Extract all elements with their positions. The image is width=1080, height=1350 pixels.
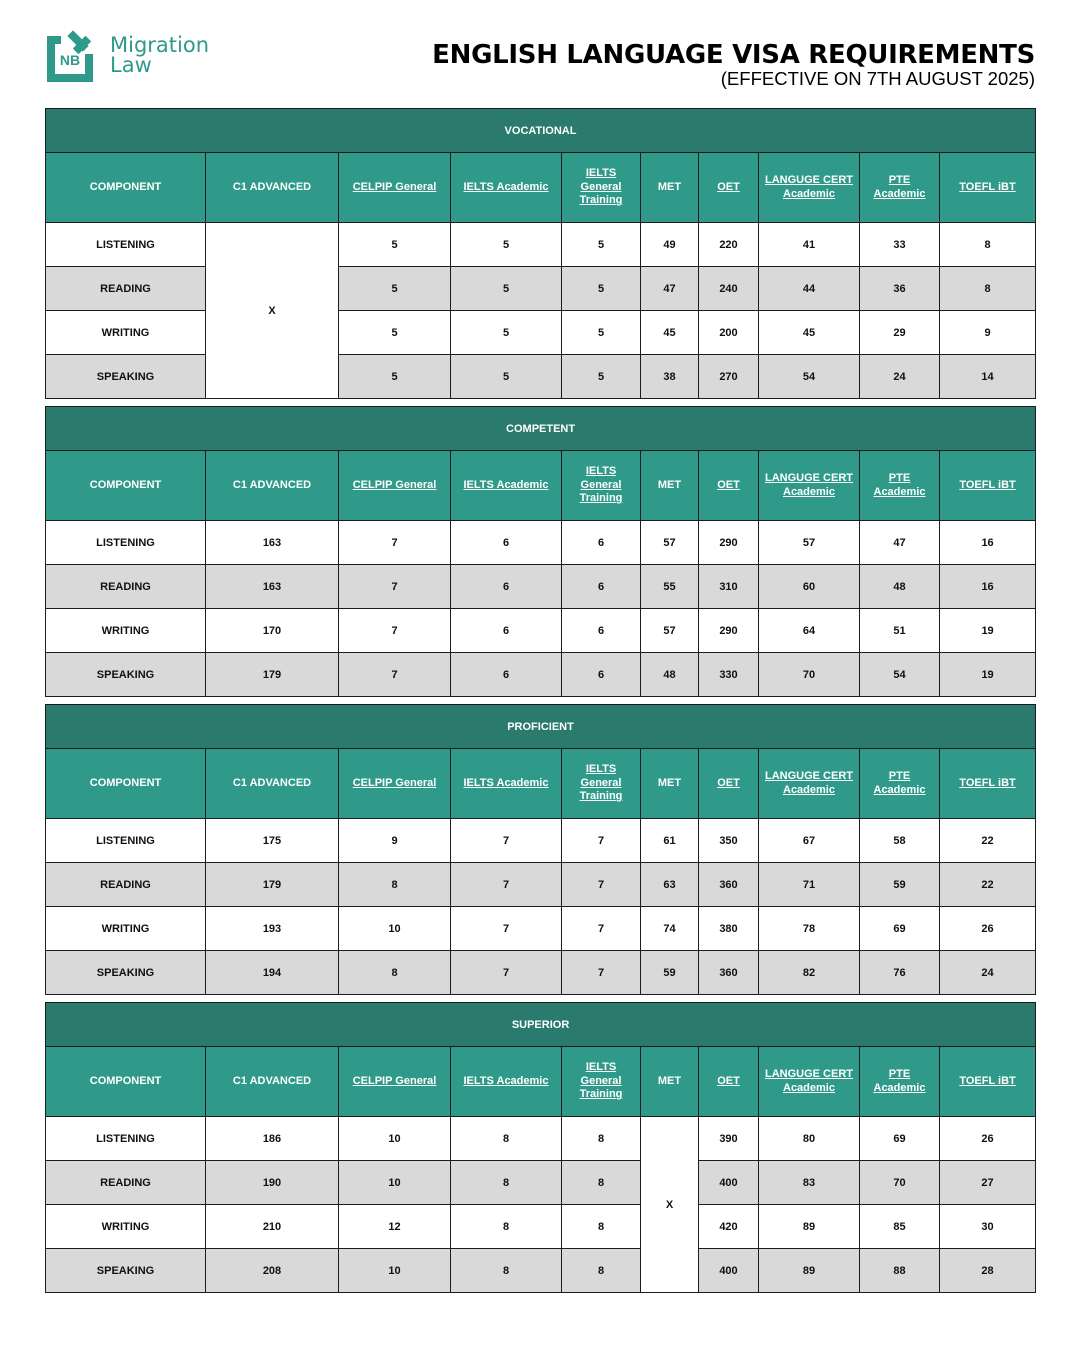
requirements-table-vocational bbox=[45, 108, 1036, 399]
score-cell: 49 bbox=[641, 223, 699, 267]
column-header-link[interactable]: CELPIP General bbox=[352, 776, 437, 789]
score-cell: 10 bbox=[339, 1161, 451, 1205]
score-cell: 190 bbox=[206, 1161, 339, 1205]
section-title: VOCATIONAL bbox=[46, 109, 1036, 153]
table-row bbox=[46, 223, 1036, 267]
column-header-link[interactable]: PTE Academic bbox=[873, 1068, 926, 1094]
score-cell: 19 bbox=[940, 609, 1036, 653]
column-header-label: C1 ADVANCED bbox=[232, 776, 312, 789]
score-cell: 5 bbox=[339, 223, 451, 267]
column-header bbox=[206, 749, 339, 819]
component-label: READING bbox=[46, 1161, 206, 1205]
column-header bbox=[46, 451, 206, 521]
score-cell: 7 bbox=[562, 951, 641, 995]
score-cell: 186 bbox=[206, 1117, 339, 1161]
score-cell: 71 bbox=[759, 863, 860, 907]
score-cell: 179 bbox=[206, 863, 339, 907]
score-cell: 88 bbox=[860, 1249, 940, 1293]
score-cell: 64 bbox=[759, 609, 860, 653]
score-cell: 5 bbox=[562, 223, 641, 267]
score-cell: 12 bbox=[339, 1205, 451, 1249]
score-cell: 163 bbox=[206, 521, 339, 565]
score-cell: 54 bbox=[860, 653, 940, 697]
column-header-label: COMPONENT bbox=[89, 478, 162, 491]
requirements-table-superior bbox=[45, 1002, 1036, 1293]
score-cell: 69 bbox=[860, 1117, 940, 1161]
score-cell: 390 bbox=[699, 1117, 759, 1161]
component-label: WRITING bbox=[46, 609, 206, 653]
score-cell: 16 bbox=[940, 521, 1036, 565]
table-row bbox=[46, 819, 1036, 863]
column-header-link[interactable]: IELTS Academic bbox=[463, 776, 549, 789]
column-header-label: C1 ADVANCED bbox=[232, 180, 312, 193]
score-cell: 8 bbox=[339, 951, 451, 995]
column-header bbox=[46, 1047, 206, 1117]
score-cell: 58 bbox=[860, 819, 940, 863]
table-row bbox=[46, 653, 1036, 697]
score-cell: 7 bbox=[451, 951, 562, 995]
score-cell: 28 bbox=[940, 1249, 1036, 1293]
component-label: WRITING bbox=[46, 1205, 206, 1249]
score-cell: 5 bbox=[451, 267, 562, 311]
table-row bbox=[46, 355, 1036, 399]
column-header-link[interactable]: IELTS General Training bbox=[579, 763, 623, 803]
score-cell: 163 bbox=[206, 565, 339, 609]
column-header bbox=[206, 1047, 339, 1117]
column-header-link[interactable]: OET bbox=[717, 776, 740, 789]
score-cell: 67 bbox=[759, 819, 860, 863]
component-label: READING bbox=[46, 863, 206, 907]
score-cell: 36 bbox=[860, 267, 940, 311]
score-cell: 8 bbox=[451, 1117, 562, 1161]
score-cell: 7 bbox=[339, 521, 451, 565]
score-cell: 51 bbox=[860, 609, 940, 653]
score-cell: 44 bbox=[759, 267, 860, 311]
table-row bbox=[46, 1249, 1036, 1293]
score-cell: 70 bbox=[860, 1161, 940, 1205]
score-cell: 175 bbox=[206, 819, 339, 863]
logo-mark-icon bbox=[47, 26, 101, 84]
score-cell: 33 bbox=[860, 223, 940, 267]
column-header[interactable] bbox=[562, 451, 641, 521]
column-header-link[interactable]: IELTS Academic bbox=[463, 1074, 549, 1087]
brand-name bbox=[110, 35, 209, 75]
column-header[interactable] bbox=[339, 749, 451, 819]
score-cell: 60 bbox=[759, 565, 860, 609]
column-header[interactable] bbox=[562, 153, 641, 223]
column-header-link[interactable]: PTE Academic bbox=[873, 174, 926, 200]
column-header[interactable] bbox=[940, 451, 1036, 521]
score-cell: 22 bbox=[940, 819, 1036, 863]
column-header-link[interactable]: LANGUGE CERT Academic bbox=[765, 1068, 853, 1094]
score-cell: 8 bbox=[940, 223, 1036, 267]
header-title-block bbox=[432, 40, 1035, 88]
column-header-link[interactable]: PTE Academic bbox=[873, 770, 926, 796]
column-header-link[interactable]: OET bbox=[717, 180, 740, 193]
score-cell: 210 bbox=[206, 1205, 339, 1249]
score-cell: 8 bbox=[339, 863, 451, 907]
score-cell: 76 bbox=[860, 951, 940, 995]
component-label: SPEAKING bbox=[46, 1249, 206, 1293]
score-cell: 350 bbox=[699, 819, 759, 863]
score-cell: 193 bbox=[206, 907, 339, 951]
column-header-label: C1 ADVANCED bbox=[232, 478, 312, 491]
score-cell: 9 bbox=[339, 819, 451, 863]
table-row bbox=[46, 1161, 1036, 1205]
column-header[interactable] bbox=[339, 153, 451, 223]
score-cell: 290 bbox=[699, 609, 759, 653]
column-header[interactable] bbox=[451, 749, 562, 819]
score-cell: 7 bbox=[339, 653, 451, 697]
score-cell: 41 bbox=[759, 223, 860, 267]
column-header[interactable] bbox=[860, 153, 940, 223]
score-cell: 170 bbox=[206, 609, 339, 653]
score-cell: 10 bbox=[339, 1117, 451, 1161]
score-cell: 420 bbox=[699, 1205, 759, 1249]
score-cell: 8 bbox=[562, 1117, 641, 1161]
score-cell: 24 bbox=[940, 951, 1036, 995]
score-cell: 5 bbox=[451, 355, 562, 399]
component-label: WRITING bbox=[46, 907, 206, 951]
score-cell: 220 bbox=[699, 223, 759, 267]
column-header-link[interactable]: OET bbox=[717, 478, 740, 491]
score-cell: 78 bbox=[759, 907, 860, 951]
column-header[interactable] bbox=[860, 1047, 940, 1117]
score-cell: 5 bbox=[451, 311, 562, 355]
table-row bbox=[46, 951, 1036, 995]
column-header[interactable] bbox=[339, 451, 451, 521]
column-header[interactable] bbox=[451, 153, 562, 223]
column-header bbox=[46, 153, 206, 223]
score-cell: 194 bbox=[206, 951, 339, 995]
score-cell: 16 bbox=[940, 565, 1036, 609]
table-row bbox=[46, 311, 1036, 355]
column-header bbox=[641, 749, 699, 819]
column-header-link[interactable]: CELPIP General bbox=[352, 478, 437, 491]
score-cell: 14 bbox=[940, 355, 1036, 399]
score-cell: 8 bbox=[451, 1205, 562, 1249]
column-header[interactable] bbox=[562, 749, 641, 819]
score-cell: 38 bbox=[641, 355, 699, 399]
brand-line-1: Migration bbox=[110, 33, 210, 57]
score-cell: 10 bbox=[339, 1249, 451, 1293]
component-label: SPEAKING bbox=[46, 653, 206, 697]
score-cell: 360 bbox=[699, 863, 759, 907]
score-cell: 6 bbox=[451, 565, 562, 609]
column-header-label: C1 ADVANCED bbox=[232, 1074, 312, 1087]
column-header-link[interactable]: PTE Academic bbox=[873, 472, 926, 498]
table-row bbox=[46, 521, 1036, 565]
score-cell: 360 bbox=[699, 951, 759, 995]
section-title: COMPETENT bbox=[46, 407, 1036, 451]
score-cell: 57 bbox=[641, 521, 699, 565]
score-cell: 24 bbox=[860, 355, 940, 399]
score-cell: 5 bbox=[339, 311, 451, 355]
score-cell: 6 bbox=[451, 609, 562, 653]
score-cell: 179 bbox=[206, 653, 339, 697]
not-applicable-cell: X bbox=[206, 223, 339, 399]
column-header-link[interactable]: TOEFL iBT bbox=[959, 776, 1016, 789]
column-header bbox=[641, 153, 699, 223]
column-header-link[interactable]: CELPIP General bbox=[352, 1074, 437, 1087]
column-header bbox=[641, 451, 699, 521]
score-cell: 10 bbox=[339, 907, 451, 951]
score-cell: 7 bbox=[339, 565, 451, 609]
component-label: LISTENING bbox=[46, 521, 206, 565]
column-header-link[interactable]: TOEFL iBT bbox=[959, 478, 1016, 491]
column-header-link[interactable]: IELTS Academic bbox=[463, 478, 549, 491]
column-header bbox=[206, 451, 339, 521]
column-header-link[interactable]: OET bbox=[717, 1074, 740, 1087]
column-header[interactable] bbox=[451, 1047, 562, 1117]
column-header bbox=[641, 1047, 699, 1117]
column-header-link[interactable]: LANGUGE CERT Academic bbox=[765, 472, 853, 498]
score-cell: 7 bbox=[451, 819, 562, 863]
column-header[interactable] bbox=[940, 1047, 1036, 1117]
score-cell: 27 bbox=[940, 1161, 1036, 1205]
score-cell: 26 bbox=[940, 907, 1036, 951]
score-cell: 6 bbox=[451, 653, 562, 697]
score-cell: 74 bbox=[641, 907, 699, 951]
table-row bbox=[46, 565, 1036, 609]
score-cell: 6 bbox=[562, 565, 641, 609]
brand-line-2: Law bbox=[110, 53, 152, 77]
column-header-link[interactable]: LANGUGE CERT Academic bbox=[765, 770, 853, 796]
component-label: READING bbox=[46, 565, 206, 609]
score-cell: 5 bbox=[339, 355, 451, 399]
score-cell: 7 bbox=[451, 863, 562, 907]
column-header[interactable] bbox=[451, 451, 562, 521]
column-header-link[interactable]: IELTS Academic bbox=[463, 180, 549, 193]
score-cell: 57 bbox=[641, 609, 699, 653]
score-cell: 7 bbox=[562, 819, 641, 863]
score-cell: 63 bbox=[641, 863, 699, 907]
score-cell: 200 bbox=[699, 311, 759, 355]
column-header-label: MET bbox=[657, 180, 682, 193]
column-header bbox=[206, 153, 339, 223]
column-header[interactable] bbox=[860, 749, 940, 819]
table-row bbox=[46, 1205, 1036, 1249]
column-header-label: COMPONENT bbox=[89, 776, 162, 789]
component-label: READING bbox=[46, 267, 206, 311]
column-header-label: COMPONENT bbox=[89, 1074, 162, 1087]
score-cell: 7 bbox=[562, 907, 641, 951]
column-header[interactable] bbox=[940, 749, 1036, 819]
score-cell: 290 bbox=[699, 521, 759, 565]
score-cell: 7 bbox=[562, 863, 641, 907]
table-row bbox=[46, 907, 1036, 951]
column-header-label: MET bbox=[657, 478, 682, 491]
column-header-label: COMPONENT bbox=[89, 180, 162, 193]
score-cell: 30 bbox=[940, 1205, 1036, 1249]
column-header-link[interactable]: LANGUGE CERT Academic bbox=[765, 174, 853, 200]
score-cell: 47 bbox=[641, 267, 699, 311]
requirements-sections bbox=[45, 108, 1035, 1300]
column-header[interactable] bbox=[759, 451, 860, 521]
score-cell: 8 bbox=[562, 1205, 641, 1249]
score-cell: 48 bbox=[860, 565, 940, 609]
score-cell: 7 bbox=[451, 907, 562, 951]
score-cell: 8 bbox=[562, 1161, 641, 1205]
column-header-label: MET bbox=[657, 776, 682, 789]
column-header[interactable] bbox=[759, 749, 860, 819]
score-cell: 5 bbox=[339, 267, 451, 311]
score-cell: 400 bbox=[699, 1249, 759, 1293]
score-cell: 61 bbox=[641, 819, 699, 863]
score-cell: 6 bbox=[562, 653, 641, 697]
column-header-link[interactable]: IELTS General Training bbox=[579, 167, 623, 207]
table-row bbox=[46, 863, 1036, 907]
score-cell: 26 bbox=[940, 1117, 1036, 1161]
score-cell: 22 bbox=[940, 863, 1036, 907]
score-cell: 8 bbox=[451, 1249, 562, 1293]
score-cell: 82 bbox=[759, 951, 860, 995]
not-applicable-cell: X bbox=[641, 1117, 699, 1293]
score-cell: 59 bbox=[641, 951, 699, 995]
column-header[interactable] bbox=[339, 1047, 451, 1117]
score-cell: 8 bbox=[562, 1249, 641, 1293]
column-header[interactable] bbox=[699, 451, 759, 521]
score-cell: 47 bbox=[860, 521, 940, 565]
score-cell: 380 bbox=[699, 907, 759, 951]
score-cell: 29 bbox=[860, 311, 940, 355]
page-subtitle: (EFFECTIVE ON 7TH AUGUST 2025) bbox=[720, 68, 1035, 89]
score-cell: 8 bbox=[940, 267, 1036, 311]
column-header-link[interactable]: TOEFL iBT bbox=[959, 1074, 1016, 1087]
score-cell: 310 bbox=[699, 565, 759, 609]
table-row bbox=[46, 267, 1036, 311]
table-row bbox=[46, 1117, 1036, 1161]
column-header-link[interactable]: CELPIP General bbox=[352, 180, 437, 193]
score-cell: 8 bbox=[451, 1161, 562, 1205]
score-cell: 270 bbox=[699, 355, 759, 399]
score-cell: 6 bbox=[562, 609, 641, 653]
column-header bbox=[46, 749, 206, 819]
component-label: LISTENING bbox=[46, 1117, 206, 1161]
score-cell: 69 bbox=[860, 907, 940, 951]
component-label: SPEAKING bbox=[46, 355, 206, 399]
component-label: LISTENING bbox=[46, 819, 206, 863]
column-header-label: MET bbox=[657, 1074, 682, 1087]
page-title: ENGLISH LANGUAGE VISA REQUIREMENTS bbox=[432, 40, 1035, 70]
column-header[interactable] bbox=[699, 749, 759, 819]
score-cell: 6 bbox=[451, 521, 562, 565]
section-title: SUPERIOR bbox=[46, 1003, 1036, 1047]
score-cell: 6 bbox=[562, 521, 641, 565]
score-cell: 55 bbox=[641, 565, 699, 609]
column-header[interactable] bbox=[699, 153, 759, 223]
score-cell: 5 bbox=[562, 311, 641, 355]
score-cell: 59 bbox=[860, 863, 940, 907]
score-cell: 57 bbox=[759, 521, 860, 565]
section-title: PROFICIENT bbox=[46, 705, 1036, 749]
column-header[interactable] bbox=[940, 153, 1036, 223]
component-label: WRITING bbox=[46, 311, 206, 355]
column-header[interactable] bbox=[860, 451, 940, 521]
logo-badge: NB bbox=[59, 52, 81, 68]
brand-logo bbox=[47, 25, 209, 85]
column-header-link[interactable]: IELTS General Training bbox=[579, 465, 623, 505]
score-cell: 80 bbox=[759, 1117, 860, 1161]
column-header[interactable] bbox=[759, 153, 860, 223]
score-cell: 54 bbox=[759, 355, 860, 399]
table-row bbox=[46, 609, 1036, 653]
score-cell: 89 bbox=[759, 1249, 860, 1293]
column-header-link[interactable]: IELTS General Training bbox=[579, 1061, 623, 1101]
requirements-table-proficient bbox=[45, 704, 1036, 995]
column-header-link[interactable]: TOEFL iBT bbox=[959, 180, 1016, 193]
score-cell: 5 bbox=[562, 355, 641, 399]
score-cell: 7 bbox=[339, 609, 451, 653]
score-cell: 19 bbox=[940, 653, 1036, 697]
score-cell: 70 bbox=[759, 653, 860, 697]
score-cell: 48 bbox=[641, 653, 699, 697]
component-label: SPEAKING bbox=[46, 951, 206, 995]
score-cell: 89 bbox=[759, 1205, 860, 1249]
score-cell: 83 bbox=[759, 1161, 860, 1205]
column-header[interactable] bbox=[759, 1047, 860, 1117]
score-cell: 85 bbox=[860, 1205, 940, 1249]
score-cell: 330 bbox=[699, 653, 759, 697]
score-cell: 400 bbox=[699, 1161, 759, 1205]
component-label: LISTENING bbox=[46, 223, 206, 267]
score-cell: 240 bbox=[699, 267, 759, 311]
score-cell: 5 bbox=[562, 267, 641, 311]
column-header[interactable] bbox=[562, 1047, 641, 1117]
score-cell: 45 bbox=[759, 311, 860, 355]
column-header[interactable] bbox=[699, 1047, 759, 1117]
score-cell: 9 bbox=[940, 311, 1036, 355]
score-cell: 208 bbox=[206, 1249, 339, 1293]
requirements-table-competent bbox=[45, 406, 1036, 697]
score-cell: 45 bbox=[641, 311, 699, 355]
score-cell: 5 bbox=[451, 223, 562, 267]
